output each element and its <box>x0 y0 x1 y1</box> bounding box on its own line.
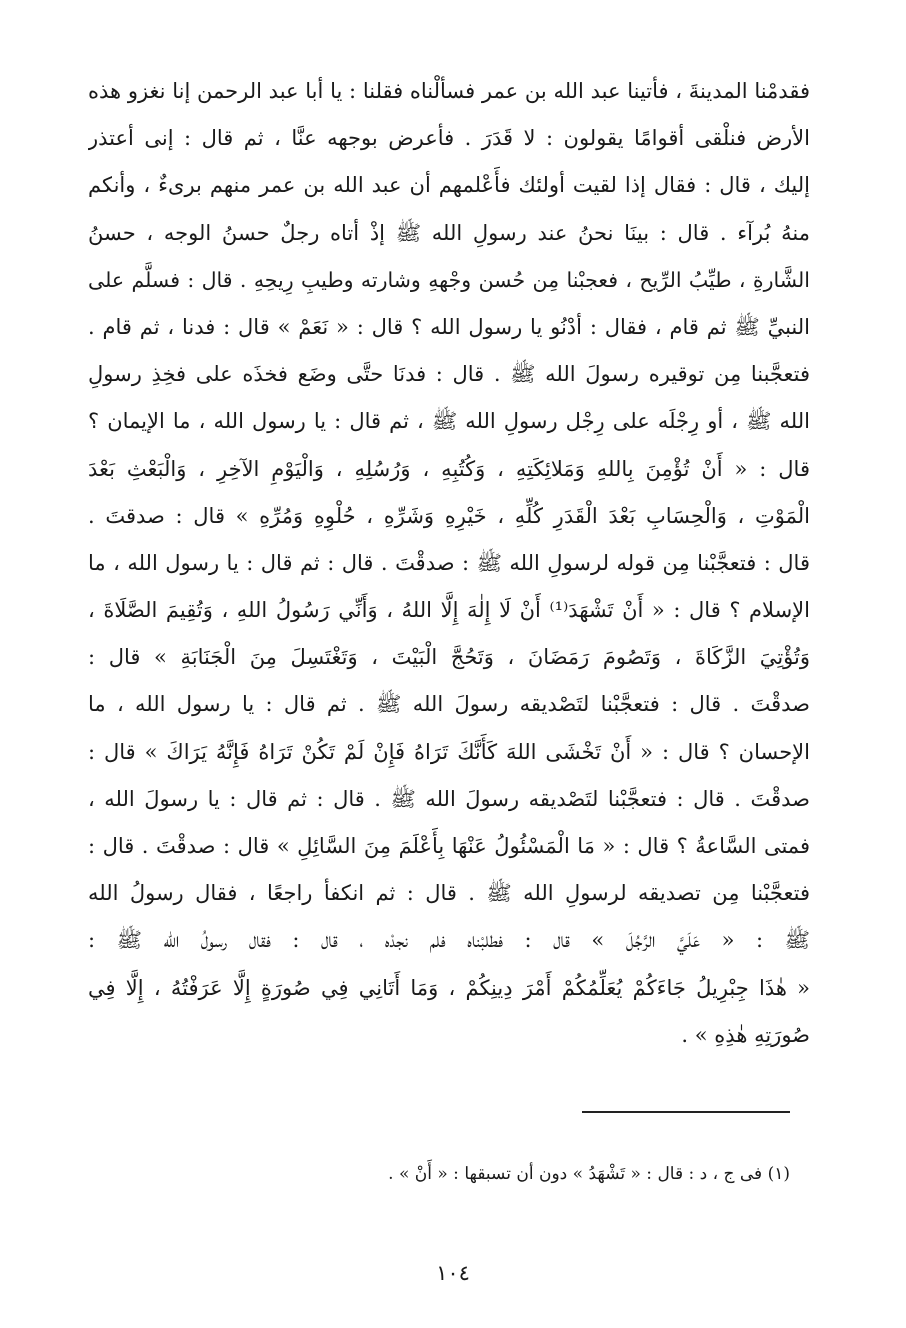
text-line: النبيِّ ﷺ ثم قام ، فقال : أدْنُو يا رسول الله ؟ قال : « نَعَمْ » قال : فدنا ، ثم قام . <box>88 314 810 339</box>
footnote-divider <box>582 1111 790 1113</box>
text-line: إليك ، قال : فقال إذا لقيت أولئك فأَعْلمهم أن عبد الله بن عمر منهم برىءٌ ، وأنكم <box>88 173 810 198</box>
text-line: قال : « أَنْ تُؤْمِنَ بِاللهِ وَمَلائِكَتِهِ ، وَكُتُبِهِ ، وَرُسُلِهِ ، وَالْيَوْمِ الآخِرِ ، وَالْبَعْثِ بَعْدَ <box>88 456 810 481</box>
text-line: الأرض فنلْقى أقوامًا يقولون : لا قَدَرَ . فأعرض بوجهه عنَّا ، ثم قال : إنى أعتذر <box>88 126 810 151</box>
text-line-final: صُورَتِهِ هٰذِهِ » . <box>681 1022 810 1047</box>
hadith-body-text <box>88 68 810 1059</box>
text-line: الْمَوْتِ ، وَالْحِسَابِ بَعْدَ الْقَدَرِ كُلِّهِ ، خَيْرِهِ وَشَرِّهِ ، حُلْوِهِ وَمُرِّهِ » قال : صدقتَ . <box>88 503 810 528</box>
text-line: ﷺ : « عَلَيَّ الرَّجُلَ » قال : فطلبْناه فلم نجدْه ، قال : فقال رسولُ الله ﷺ : <box>88 928 810 953</box>
text-line: الإحسان ؟ قال : « أَنْ تَخْشَى اللهَ كَأَنَّكَ تَرَاهُ فَإِنْ لَمْ تَكُنْ تَرَاهُ فَإِنَّهُ يَرَاكَ » قال : <box>88 739 810 764</box>
text-line: فقدمْنا المدينةَ ، فأتينا عبد الله بن عمر فسألْناه فقلنا : يا أبا عبد الرحمن إنا نغزو هذه <box>88 79 810 103</box>
text-line: فتعجَّبْنا مِن تصديقه لرسولِ الله ﷺ . قال : ثم انكفأ راجعًا ، فقال رسولُ الله <box>88 881 810 906</box>
text-line: الإسلام ؟ قال : « أَنْ تَشْهَدَ⁽¹⁾ أَنْ لَا إِلٰهَ إِلَّا اللهُ ، وَأَنِّي رَسُولُ اللهِ ، وَتُقِيمَ الصَّلَاةَ ، <box>88 598 810 623</box>
text-line: منهُ بُرآء . قال : بينَا نحنُ عند رسولِ الله ﷺ إذْ أتاه رجلٌ حسنُ الوجه ، حسنُ <box>88 220 810 245</box>
text-line: صدقْتَ . قال : فتعجَّبْنا لتَصْديقه رسولَ الله ﷺ . ثم قال : يا رسول الله ، ما <box>88 692 810 717</box>
text-line: وَتُؤْتِيَ الزَّكَاةَ ، وَتَصُومَ رَمَضَانَ ، وَتَحُجَّ الْبَيْتَ ، وَتَغْتَسِلَ مِنَ الْجَنَابَةِ » قال : <box>88 645 810 670</box>
text-line: الله ﷺ ، أو رِجْلَه على رِجْل رسولِ الله ﷺ ، ثم قال : يا رسول الله ، ما الإيمان ؟ <box>88 409 810 434</box>
text-line: صدقْتَ . قال : فتعجَّبْنا لتَصْديقه رسولَ الله ﷺ . قال : ثم قال : يا رسولَ الله ، <box>88 786 810 811</box>
text-line: « هٰذَا جِبْرِيلُ جَاءَكُمْ يُعَلِّمُكُمْ أَمْرَ دِينِكُمْ ، وَمَا أَتَانِي فِي صُورَةٍ إِلَّا عَرَفْتُهُ ، إِلَّا فِي <box>88 975 810 1000</box>
text-line: فمتى السَّاعةُ ؟ قال : « مَا الْمَسْئُولُ عَنْهَا بِأَعْلَمَ مِنَ السَّائِلِ » قال : صدقْتَ . قال : <box>88 834 810 858</box>
page-number: ١٠٤ <box>436 1261 470 1285</box>
text-line: الشَّارةِ ، طيِّبُ الرِّيح ، فعجبْنا مِن حُسن وجْههِ وشارته وطيبِ رِيحِهِ . قال : فسلَّم على <box>88 267 810 292</box>
text-line: فتعجَّبنا مِن توقيره رسولَ الله ﷺ . قال : فدنَا حتَّى وضَع فخذَه على فخِذِ رسولِ <box>88 362 810 387</box>
text-line: قال : فتعجَّبْنا مِن قوله لرسولِ الله ﷺ : صدقْتَ . قال : ثم قال : يا رسول الله ، ما <box>88 550 810 575</box>
footnote: (١) فى ج ، د : قال : « تَشْهَدُ » دون أن تسبقها : « أَنْ » . <box>388 1164 790 1184</box>
